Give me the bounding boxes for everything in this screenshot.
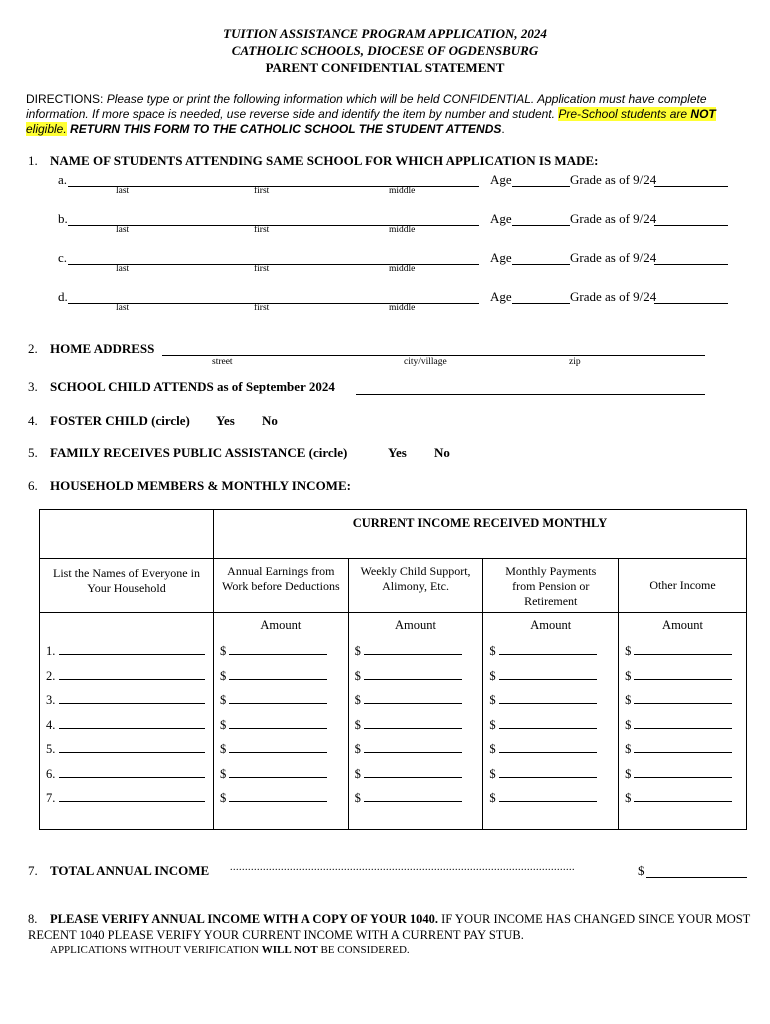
age-field[interactable] — [512, 250, 570, 265]
dollar-sign: $ — [625, 791, 632, 805]
q2-heading: 2. HOME ADDRESS — [28, 341, 155, 356]
member-name-field[interactable] — [59, 640, 205, 655]
amount-row — [220, 664, 342, 689]
dollar-sign: $ — [219, 742, 227, 756]
amount-field[interactable] — [499, 689, 597, 704]
student-name-field[interactable] — [68, 289, 479, 304]
household-member-row: 7. — [46, 786, 207, 811]
grade-field[interactable] — [654, 289, 728, 304]
member-name-field[interactable] — [59, 689, 205, 704]
assistance-no-option[interactable]: No — [434, 445, 450, 460]
middle-caption: middle — [389, 186, 416, 196]
amount-field[interactable] — [364, 665, 462, 680]
dollar-sign: $ — [354, 791, 361, 805]
amount-field[interactable] — [364, 640, 462, 655]
middle-caption: middle — [389, 225, 416, 235]
dollar-sign: $ — [219, 693, 227, 707]
col-header-pension: Monthly Payments from Pension or Retirement — [483, 559, 619, 613]
amount-field[interactable] — [229, 738, 327, 753]
amount-row — [489, 762, 612, 787]
member-name-field[interactable] — [59, 763, 205, 778]
amount-row — [625, 639, 740, 664]
grade-label: Grade as of 9/24 — [570, 172, 657, 187]
directions-label: DIRECTIONS: — [26, 92, 104, 106]
amount-row — [625, 737, 740, 762]
age-field[interactable] — [512, 211, 570, 226]
total-income-field[interactable] — [646, 863, 747, 878]
age-label: Age — [490, 211, 512, 226]
member-name-field[interactable] — [59, 714, 205, 729]
amount-row — [355, 737, 477, 762]
dollar-sign: $ — [219, 791, 227, 805]
dollar-sign: $ — [354, 742, 361, 756]
amount-label: Amount — [530, 618, 572, 632]
first-caption: first — [254, 303, 270, 313]
grade-field[interactable] — [654, 250, 728, 265]
dollar-sign: $ — [354, 644, 361, 658]
amount-field[interactable] — [499, 763, 597, 778]
amount-row — [220, 713, 342, 738]
middle-caption: middle — [389, 264, 416, 274]
dollar-sign: $ — [489, 717, 496, 732]
dollar-sign: $ — [354, 717, 361, 732]
student-name-field[interactable] — [68, 211, 479, 226]
amount-row — [625, 786, 740, 811]
amount-row — [625, 688, 740, 713]
support-column — [348, 613, 483, 830]
col-header-earnings: Annual Earnings from Work before Deductions — [213, 559, 348, 613]
amount-row — [625, 713, 740, 738]
dollar-sign: $ — [625, 766, 632, 781]
grade-label: Grade as of 9/24 — [570, 289, 657, 304]
return-instruction: RETURN THIS FORM TO THE CATHOLIC SCHOOL THE STUDENT ATTENDS — [70, 122, 502, 136]
dollar-sign: $ — [625, 644, 632, 658]
col-header-other: Other Income — [619, 559, 747, 613]
amount-field[interactable] — [634, 787, 732, 802]
q6-heading: 6. HOUSEHOLD MEMBERS & MONTHLY INCOME: — [28, 478, 351, 493]
amount-row — [355, 786, 477, 811]
amount-label: Amount — [662, 618, 704, 632]
dollar-sign: $ — [489, 668, 496, 683]
directions: DIRECTIONS: Please type or print the following information which will be held CONFIDENTIAL. Application must have complete information. If more space is needed, use reverse side and identify the item by number and student. Pre-School students are NOT eligible. RETURN THIS FORM TO THE CATHOLIC SCHOOL THE STUDENT ATTENDS. — [26, 92, 716, 136]
dollar-sign: $ — [489, 644, 496, 658]
last-caption: last — [116, 303, 130, 313]
amount-label: Amount — [260, 618, 302, 632]
q1-heading: 1. NAME OF STUDENTS ATTENDING SAME SCHOOL FOR WHICH APPLICATION IS MADE: — [28, 153, 599, 168]
q5-heading: 5. FAMILY RECEIVES PUBLIC ASSISTANCE (circle) — [28, 445, 348, 460]
amount-field[interactable] — [499, 738, 597, 753]
amount-row — [489, 737, 612, 762]
dollar-sign: $ — [489, 693, 496, 707]
q7-heading: 7. TOTAL ANNUAL INCOME — [28, 863, 210, 878]
amount-field[interactable] — [634, 689, 732, 704]
amount-row — [489, 786, 612, 811]
home-address-field[interactable] — [162, 341, 705, 356]
q4-heading: 4. FOSTER CHILD (circle) — [28, 413, 190, 428]
earnings-column — [213, 613, 348, 830]
last-caption: last — [116, 186, 130, 196]
dollar-sign: $ — [354, 766, 361, 781]
col-header-support: Weekly Child Support, Alimony, Etc. — [348, 559, 483, 613]
amount-field[interactable] — [499, 714, 597, 729]
amount-label: Amount — [395, 618, 437, 632]
age-label: Age — [490, 289, 512, 304]
street-caption: street — [212, 357, 233, 367]
student-letter: b. — [58, 211, 68, 226]
amount-field[interactable] — [634, 763, 732, 778]
dollar-sign: $ — [489, 742, 496, 756]
age-label: Age — [490, 172, 512, 187]
amount-row — [625, 762, 740, 787]
first-caption: first — [254, 264, 270, 274]
amount-row — [355, 639, 477, 664]
amount-field[interactable] — [364, 738, 462, 753]
dollar-sign: $ — [219, 766, 227, 781]
dollar-sign: $ — [625, 717, 632, 732]
amount-field[interactable] — [364, 689, 462, 704]
last-caption: last — [116, 264, 130, 274]
dollar-sign: $ — [219, 668, 227, 683]
amount-field[interactable] — [634, 738, 732, 753]
dollar-sign: $ — [354, 668, 361, 683]
amount-field[interactable] — [229, 763, 327, 778]
dollar-sign: $ — [625, 742, 632, 756]
amount-field[interactable] — [229, 640, 327, 655]
school-attends-field[interactable] — [356, 380, 705, 395]
household-member-row: 6. — [46, 762, 207, 787]
form-section-title: PARENT CONFIDENTIAL STATEMENT — [265, 60, 505, 75]
amount-field[interactable] — [229, 714, 327, 729]
amount-row — [220, 688, 342, 713]
age-label: Age — [490, 250, 512, 265]
middle-caption: middle — [389, 303, 416, 313]
student-letter: c. — [58, 250, 68, 265]
amount-row — [220, 639, 342, 664]
directions-text: Please type or print the following information which will be held CONFIDENTIAL. Application must have complete information. If more space is needed, use reverse side and identify the item by number and student. — [26, 92, 707, 121]
student-letter: d. — [58, 289, 68, 304]
amount-field[interactable] — [499, 787, 597, 802]
dollar-sign: $ — [489, 791, 496, 805]
dollar-sign: $ — [489, 766, 496, 781]
dollar-sign: $ — [625, 668, 632, 683]
household-member-row: 2. — [46, 664, 207, 689]
amount-field[interactable] — [499, 665, 597, 680]
student-name-field[interactable] — [68, 172, 479, 187]
age-field[interactable] — [512, 172, 570, 187]
q8-verification-note: APPLICATIONS WITHOUT VERIFICATION WILL NOT BE CONSIDERED. — [50, 944, 410, 956]
total-dots: ................................................................................................................... — [230, 862, 575, 873]
amount-field[interactable] — [229, 787, 327, 802]
amount-field[interactable] — [634, 640, 732, 655]
amount-row — [355, 688, 477, 713]
city-caption: city/village — [404, 357, 447, 367]
foster-yes-option[interactable]: Yes — [216, 413, 235, 428]
income-table — [39, 509, 747, 830]
amount-row — [355, 762, 477, 787]
amount-row — [489, 688, 612, 713]
age-field[interactable] — [512, 289, 570, 304]
amount-row — [489, 639, 612, 664]
member-name-field[interactable] — [59, 665, 205, 680]
total-dollar: $ — [638, 863, 645, 878]
household-member-row: 5. — [46, 737, 207, 762]
amount-field[interactable] — [364, 714, 462, 729]
amount-row — [489, 664, 612, 689]
names-column — [40, 613, 214, 830]
assistance-yes-option[interactable]: Yes — [388, 445, 407, 460]
form-subtitle: CATHOLIC SCHOOLS, DIOCESE OF OGDENSBURG — [231, 43, 539, 58]
pension-column — [483, 613, 619, 830]
dollar-sign: $ — [625, 693, 632, 707]
amount-field[interactable] — [634, 665, 732, 680]
q3-heading: 3. SCHOOL CHILD ATTENDS as of September 2024 — [28, 379, 335, 394]
other-column — [619, 613, 747, 830]
first-caption: first — [254, 225, 270, 235]
household-member-row: 4. — [46, 713, 207, 738]
amount-row — [220, 737, 342, 762]
amount-field[interactable] — [634, 714, 732, 729]
amount-field[interactable] — [229, 689, 327, 704]
amount-row — [355, 713, 477, 738]
amount-field[interactable] — [499, 640, 597, 655]
q8-note: 8. PLEASE VERIFY ANNUAL INCOME WITH A COPY OF YOUR 1040. IF YOUR INCOME HAS CHANGED SINCE YOUR MOST RECENT 1040 PLEASE VERIFY YOUR CURRENT INCOME WITH A CURRENT PAY STUB. — [28, 912, 751, 942]
amount-field[interactable] — [364, 763, 462, 778]
col-header-names: List the Names of Everyone in Your Household — [40, 559, 214, 613]
income-group-header: CURRENT INCOME RECEIVED MONTHLY — [213, 510, 746, 559]
amount-row — [355, 664, 477, 689]
amount-row — [220, 762, 342, 787]
student-name-field[interactable] — [68, 250, 479, 265]
amount-row — [220, 786, 342, 811]
grade-field[interactable] — [654, 172, 728, 187]
amount-field[interactable] — [229, 665, 327, 680]
amount-row — [489, 713, 612, 738]
dollar-sign: $ — [219, 717, 227, 732]
household-member-row: 1. — [46, 639, 207, 664]
household-member-row: 3. — [46, 688, 207, 713]
dollar-sign: $ — [354, 693, 361, 707]
first-caption: first — [254, 186, 270, 196]
preschool-note: Pre-School students are NOT eligible. — [26, 107, 716, 136]
foster-no-option[interactable]: No — [262, 413, 278, 428]
grade-label: Grade as of 9/24 — [570, 211, 657, 226]
zip-caption: zip — [569, 357, 581, 367]
student-letter: a. — [58, 172, 68, 187]
amount-row — [625, 664, 740, 689]
table-corner — [40, 510, 214, 559]
amount-field[interactable] — [364, 787, 462, 802]
grade-field[interactable] — [654, 211, 728, 226]
member-name-field[interactable] — [59, 787, 205, 802]
form-title: TUITION ASSISTANCE PROGRAM APPLICATION, 2024 — [223, 26, 547, 41]
dollar-sign: $ — [219, 644, 227, 658]
last-caption: last — [116, 225, 130, 235]
member-name-field[interactable] — [59, 738, 205, 753]
grade-label: Grade as of 9/24 — [570, 250, 657, 265]
